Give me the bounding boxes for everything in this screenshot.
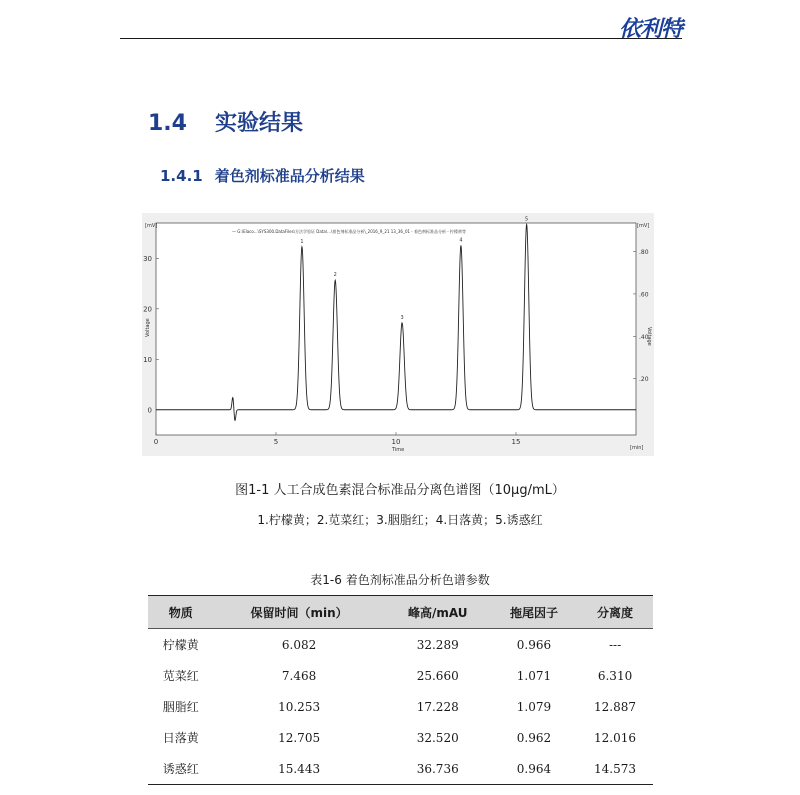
x-tick-label: 10	[391, 438, 401, 446]
x-unit: [min]	[630, 445, 644, 451]
cell-peak-height: 36.736	[385, 753, 491, 785]
cell-peak-height: 32.520	[416, 730, 459, 745]
peak-label: 2	[333, 272, 337, 279]
peak-label: 3	[400, 314, 404, 321]
plot-area	[156, 223, 636, 435]
table-row	[148, 753, 653, 785]
cell-peak-height: 17.228	[416, 699, 459, 714]
header-divider	[120, 38, 682, 39]
header-retention-time: 保留时间（min）	[214, 596, 385, 629]
table-header-row	[148, 596, 653, 629]
y-left-tick-label: 30	[143, 254, 152, 263]
cell-resolution: 6.310	[597, 668, 633, 683]
cell-tailing-factor: 1.071	[516, 668, 552, 683]
x-tick-label: 5	[273, 438, 279, 446]
cell-substance: 柠檬黄	[162, 638, 199, 652]
chromatographic-parameters-table	[148, 595, 653, 785]
figure-caption: 图1-1 人工合成色素混合标准品分离色谱图（10μg/mL）	[235, 483, 565, 498]
cell-substance: 日落黄	[162, 731, 199, 745]
subsection-number: 1.4.1	[160, 167, 203, 185]
section-title: 实验结果	[214, 111, 303, 136]
table-row	[148, 691, 653, 722]
cell-resolution: 12.887	[594, 699, 637, 714]
y-right-tick-label: .40	[639, 333, 649, 341]
table-row	[148, 629, 653, 661]
y-right-tick-label: .20	[639, 376, 649, 384]
x-tick-label: 0	[153, 438, 159, 446]
peak-label: 1	[300, 238, 304, 245]
y-right-title: Voltage	[646, 327, 652, 346]
cell-retention-time: 6.082	[281, 637, 317, 652]
chart-legend-text: — G:\Elaco...\SYS300.DataFiles\方法学验证 Data\...\着色剂标准品分析\_2016_9_21 13_36_01 - 着色剂标准品分析 - 柠檬黄等	[232, 229, 467, 234]
header-peak-height: 峰高/mAU	[385, 596, 491, 629]
table-row	[148, 660, 653, 691]
x-tick-label: 15	[511, 438, 521, 446]
cell-resolution: 14.573	[577, 753, 653, 785]
y-left-tick-label: 0	[147, 406, 152, 415]
y-right-unit: [mV]	[637, 223, 650, 229]
cell-tailing-factor: 0.964	[491, 753, 577, 785]
y-right-tick-label: .60	[639, 291, 649, 299]
cell-retention-time: 10.253	[278, 699, 321, 714]
table-caption: 表1-6 着色剂标准品分析色谱参数	[310, 573, 490, 587]
y-right-tick-label: .80	[639, 249, 649, 257]
cell-tailing-factor: 0.962	[516, 730, 552, 745]
cell-peak-height: 25.660	[416, 668, 459, 683]
cell-tailing-factor: 0.966	[516, 637, 552, 652]
y-left-title: Voltage	[145, 318, 151, 337]
cell-substance: 诱惑红	[148, 753, 214, 785]
y-left-tick-label: 20	[143, 305, 152, 314]
cell-resolution: 12.016	[594, 730, 637, 745]
x-title: Time	[392, 447, 405, 453]
cell-resolution: ---	[608, 637, 622, 652]
cell-retention-time: 12.705	[278, 730, 321, 745]
y-left-tick-label: 10	[143, 355, 152, 364]
subsection-title: 着色剂标准品分析结果	[214, 167, 365, 185]
section-number: 1.4	[148, 111, 187, 136]
peak-label: 5	[525, 216, 529, 223]
brand-name: 依利特	[618, 17, 682, 42]
section-heading	[148, 106, 303, 137]
cell-tailing-factor: 1.079	[516, 699, 552, 714]
cell-peak-height: 32.289	[416, 637, 459, 652]
cell-retention-time: 15.443	[214, 753, 385, 785]
header-resolution: 分离度	[577, 596, 653, 629]
chromatogram-chart	[142, 213, 654, 456]
figure-legend: 1.柠檬黄；2.苋菜红；3.胭脂红；4.日落黄；5.诱惑红	[257, 513, 543, 527]
header-substance: 物质	[148, 596, 214, 629]
table-row	[148, 722, 653, 753]
cell-substance: 胭脂红	[162, 700, 199, 714]
peak-label: 4	[459, 237, 463, 244]
cell-retention-time: 7.468	[281, 668, 317, 683]
y-left-unit: [mV]	[145, 223, 158, 229]
chromatogram-figure	[142, 213, 654, 456]
subsection-heading	[160, 165, 365, 186]
header-tailing-factor: 拖尾因子	[491, 596, 577, 629]
cell-substance: 苋菜红	[162, 669, 199, 683]
